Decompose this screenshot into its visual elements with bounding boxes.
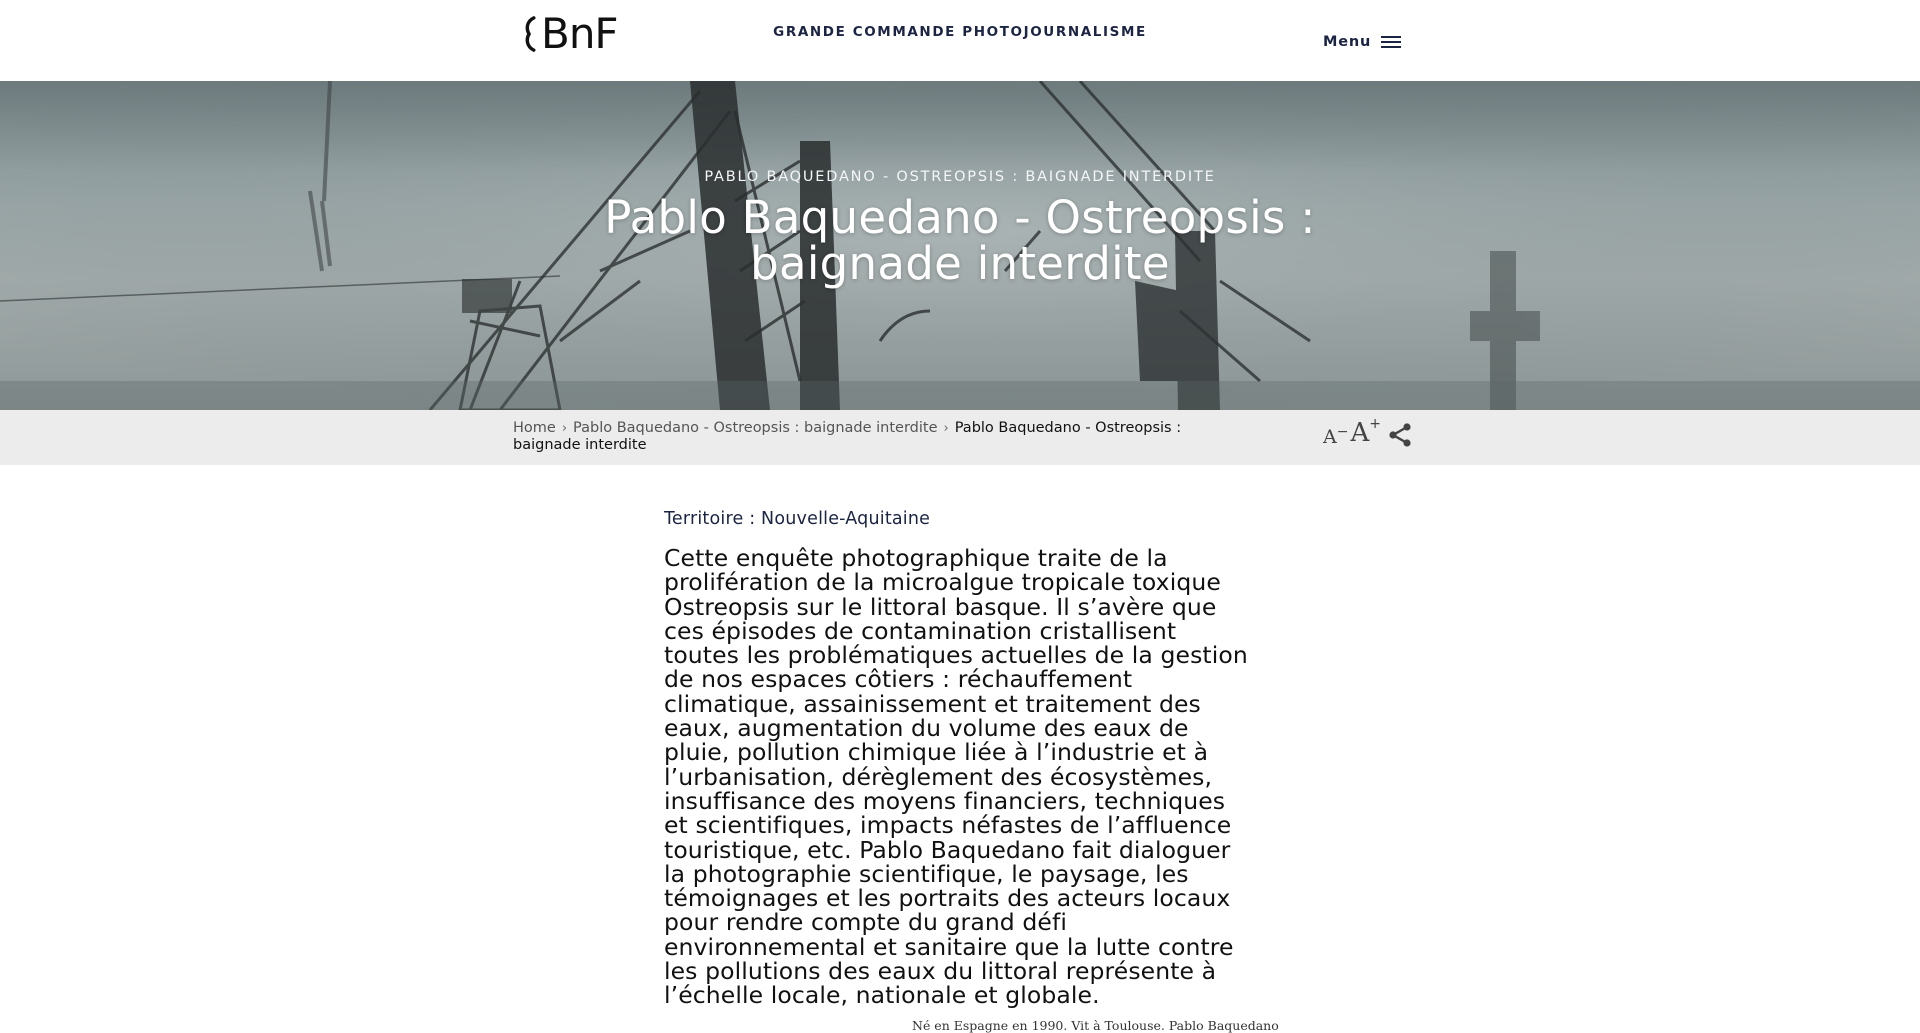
breadcrumb [513, 420, 1213, 454]
hero-banner [0, 81, 1920, 410]
article-lead: Cette enquête photographique traite de la prolifération de la microalgue tropicale toxique Ostreopsis sur le littoral basque. Il s’avère que ces épisodes de contamination cristallisent toutes les problématiques actuelles de la gestion de nos espaces côtiers : réchauffement climatique, assainissement et traitement des eaux, augmentation du volume des eaux de pluie, pollution chimique liée à l’industrie et à l’urbanisation, dérèglement des écosystèmes, insuffisance des moyens financiers, techniques et scientifiques, impacts néfastes de l’affluence touristique, etc. Pablo Baquedano fait dialoguer la photographie scientifique, le paysage, les témoignages et les portraits des acteurs locaux pour rendre compte du grand défi environnemental et sanitaire que la lutte contre les pollutions des eaux du littoral représente à l’échelle locale, nationale et globale. [664, 544, 1248, 1010]
increase-text-size-button[interactable] [1350, 418, 1381, 448]
share-icon[interactable] [1387, 422, 1413, 448]
increase-text-symbol: + [1369, 416, 1381, 432]
author-bio-partial: Né en Espagne en 1990. Vit à Toulouse. Pablo Baquedano [912, 1018, 1279, 1033]
decrease-text-size-button[interactable] [1323, 426, 1348, 448]
increase-text-letter: A [1350, 418, 1370, 448]
site-title[interactable]: GRANDE COMMANDE PHOTOJOURNALISME [773, 24, 1147, 40]
menu-label: Menu [1323, 34, 1372, 50]
breadcrumb-bar [0, 410, 1920, 465]
hero-kicker: PABLO BAQUEDANO - OSTREOPSIS : BAIGNADE INTERDITE [704, 169, 1216, 185]
article-content [664, 509, 1254, 1008]
decrease-text-letter: A [1323, 426, 1337, 448]
site-header [0, 0, 1920, 81]
hamburger-icon [1381, 36, 1401, 48]
menu-button[interactable] [1323, 34, 1401, 50]
bnf-logo[interactable] [523, 9, 618, 58]
chevron-right-icon: › [561, 421, 568, 436]
breadcrumb-current: Pablo Baquedano - Ostreopsis : baignade interdite [513, 420, 1182, 453]
decrease-text-symbol: − [1336, 424, 1349, 440]
breadcrumb-home-link[interactable]: Home [513, 420, 556, 436]
bnf-bracket-icon [523, 16, 537, 52]
chevron-right-icon: › [943, 421, 949, 436]
page-tools [1323, 418, 1413, 448]
breadcrumb-parent-link[interactable]: Pablo Baquedano - Ostreopsis : baignade interdite [573, 420, 938, 436]
logo-text: BnF [541, 9, 618, 58]
territory-label: Territoire : Nouvelle-Aquitaine [664, 509, 931, 529]
page-title: Pablo Baquedano - Ostreopsis : baignade interdite [604, 191, 1316, 290]
